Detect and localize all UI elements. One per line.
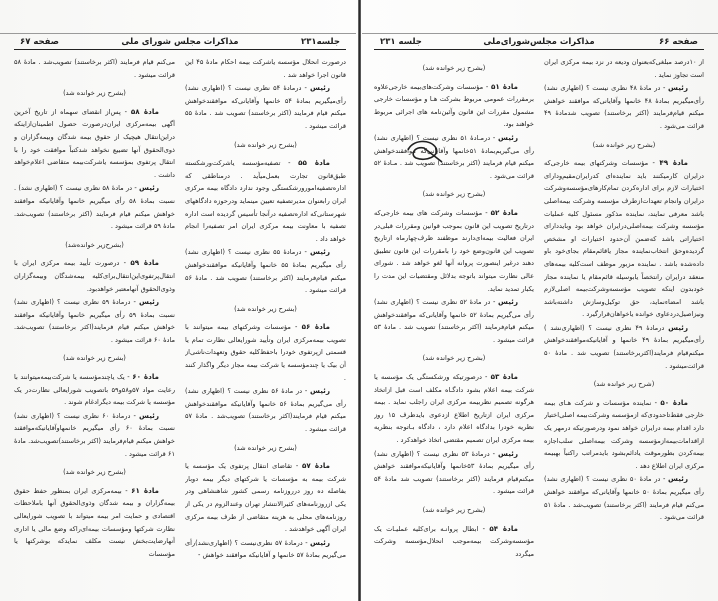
read-aloud-note: (بشرح زیر خوانده شد): [422, 64, 486, 72]
column-left: [14, 56, 175, 581]
paragraph-text: - درصورت تأیید بیمه مرکزی ایران با انتقال‌پرتفوی‌این‌انتقال‌برای‌کلیه بیمه‌شدگان وبیمه‌گزاران وذوی‌الحقوق آنهامعتبر خواهدبود.: [14, 259, 175, 293]
running-head: [14, 37, 346, 50]
paragraph-lead: رئیس: [310, 386, 330, 396]
column-left: [374, 56, 534, 581]
article-paragraph: [185, 460, 346, 536]
publication-title: مذاکرات مجلس شورای ملی: [121, 37, 239, 47]
article-paragraph: [374, 523, 534, 561]
article-paragraph: [185, 157, 346, 245]
paragraph-lead: مادهٔ ۵۱: [490, 81, 518, 91]
paragraph-text: - نماینده مؤسسات و شرکت هـای بیمه خارجی فقط‌تاحدودی‌که ازمؤسسه وشرکت‌بیمه اصلی‌اختیار دارد اقدام بیمه درایران خواهد نمود ودرصورتیکه درمهر یک ازاقدامات‌بیمه‌ازمؤسسه وشرکت بیمه‌اصلی سلب‌اجازه بیمه‌کردن بطورموقت یادائم‌بشود بایدمراتب راکتباً بهبیمه مرکزی ایران اطلاع دهد .: [544, 398, 704, 470]
paragraph-lead: رئیس: [668, 83, 688, 93]
handwritten-mark-icon: [404, 136, 444, 166]
publication-title: مذاکرات مجلس‌شورای‌ملی: [483, 37, 595, 47]
paragraph: [185, 56, 346, 81]
paragraph-text: - درمادهٔ ۵۹ نظری نیست ؟ (اظهاری نشد) نسبت بمادهٔ ۵۹ رأی میگیریم خانمها وآقایانیکه موافقند خواهش میکنم قیام فرمایند(اکثر برخاستند) تصویب‌شد. مادهٔ ۶۰ قرائت میشود .: [14, 298, 175, 344]
read-aloud-note: (بشرح زیر خوانده شد): [63, 354, 126, 363]
read-aloud-note: (بشرح زیر خوانده شد): [422, 190, 486, 199]
speaker-paragraph: [374, 296, 534, 346]
book-spine: [358, 0, 361, 601]
paragraph-lead: مادهٔ ۶۰: [132, 372, 159, 382]
paragraph-lead: مادهٔ ۴۹: [659, 158, 688, 168]
paragraph-lead: مادهٔ ۵۰: [660, 397, 688, 407]
paragraph-lead: مادهٔ ۵۳: [490, 372, 518, 382]
page-number: صفحه ۶۷: [20, 37, 59, 47]
paragraph-text: - درمادهٔ ۵۷ نظری‌نیست ؟ (اظهاری‌نشد)رأی می‌گیریم بمادهٔ ۵۷ خانمها و آقایانیکه موافقند خواهش -: [185, 538, 346, 560]
speaker-paragraph: [14, 182, 175, 232]
speaker-paragraph: [544, 82, 704, 132]
paragraph-text: - در مادهٔ ۴۸ نظری نیست ؟ (اظهاری نشد) رأی‌میگیریم بمادهٔ ۴۸ خانمها وآقایانی‌که موافقند خواهش میکنم قیام‌فرمایند (اکثر برخاستند) تصویب شدمادهٔ ۴۹ قرائت می‌شود .: [544, 84, 704, 130]
paragraph-lead: مادهٔ ۵۶: [301, 322, 330, 332]
page-number: صفحه ۶۶: [659, 37, 698, 47]
paragraph-text: - در مادهٔ ۵۸ نظری نیست ؟ (اظهاری نشد) . نسبت بمادهٔ ۵۸ رأی میگیریم خانمها وآقایانیکه موافقند خواهش میکنم قیام فرمایند (اکثر برخاستند) تصویب‌شد. مادهٔ ۵۹ قرائت میشود .: [14, 184, 175, 231]
read-aloud-note: (بشرح‌زیر خوانده‌شد): [65, 240, 124, 249]
speaker-paragraph: [185, 82, 346, 132]
column-right: [185, 56, 346, 581]
article-paragraph: [14, 371, 175, 409]
paragraph-lead: رئیس: [668, 474, 688, 484]
paragraph-text: درصورت انحلال مؤسسه یاشرکت بیمه احکام مادهٔ ۴۵ این قانون اجرا خواهد شد .: [185, 58, 346, 79]
article-paragraph: [544, 157, 704, 321]
read-aloud-note: (بشرح زیر خوانده شد): [63, 468, 126, 477]
paragraph-lead: رئیس: [498, 448, 518, 458]
paragraph-lead: رئیس: [139, 297, 159, 307]
paragraph-text: - درصورتیکه ورشکستگی یک مؤسسه یا شرکت بیمه اعلام بشود دادگـاه مکلف است قبل ازاتخاذ هرگونه تصمیم نظربیمه مرکزی ایران راجلب نماید . بیمه مرکزی ایران ازتاریخ اطلاع ازدعوی بایدظرف ۱۵ روز نظریه خودرا بدادگاه اعلام دارد ، دادگاه بـاتوجه بنظریه بیمه مرکزی ایران تصمیم مقتضی اتخاذ خواهدکرد .: [374, 373, 534, 445]
paragraph-text: - درمادهٔ ۵۴ نظری نیست ؟ (اظهاری نشد) رأی‌میگیریم بمادهٔ ۵۴ خانمها وآقایانی‌که موافقندخواهش میکنم قیام فرمایند (اکثر برخاستند) تصویب شد . مادهٔ ۵۵ قرائت میشود .: [185, 84, 346, 130]
paragraph-text: - تصفیه‌مؤسسه یاشرکت‌ورشکسته طبق‌قانون تجارت بعمل‌میآید . درمناطقی که اداره‌تصفیه‌امورورشکستگی وجود ندارد دادگاه بیمه مرکزی ایران رابعنوان مدیرتصفیه تعیین مینماید ودرحوزه دادگاههای شهرستانی‌که اداره‌تصفیه درآنجا تأسیس گردیده است اداره تصفیه با معاونت بیمه مرکزی ایران امر تصفیه‌را انجام خواهد داد .: [185, 159, 346, 243]
paragraph-text: - مؤسسات وشرکت‌های‌بیمه خارجی‌علاوه برمقررات عمومی مربوط بشرکت هـا و مؤسسات خارجی مشمول مقررات این قانون وآئین‌نامه های اجرائی مربوط خواهند بود.: [374, 82, 534, 129]
paragraph-text: - مؤسسات وشرکتهای بیمه میتوانند با تصویب بیمه‌مرکزی ایران وتأیید شورایعالی نظارت تمام یا قسمتی ازپرتفوی خودرا باحفظ‌کلیه حقوق وتعهدات‌ناشی‌از آن بیک یا چندمؤسسه یا شرکت بیمه مجاز دیگر واگذار کنند .: [185, 323, 346, 382]
speaker-paragraph: [185, 537, 346, 562]
speaker-paragraph: [544, 473, 704, 523]
paragraph-text: - در مادهٔ ۵۶ نظری نیست ؟ (اظهاری نشد) رأی می‌گیریم بمادهٔ ۵۶ خانمها وآقایانیکه موافقندخواهش میکنم قیام فرمایند(اکثر برخاستند) تصویب‌شد . مادهٔ ۵۷ قرائت میشود .: [185, 387, 346, 434]
read-aloud-note: (بشرح زیر خوانده شد): [234, 140, 297, 149]
paragraph-text: - درمـادهٔ ۵۱ نظری نیست ؟ (اظهاری نشد) رأی می‌گیریم‌بمادهٔ ۵۱خانمها وآقایانی‌که موافقندخواهش میکنم قیام فرمایند (اکثر برخاستند) تصویب شد . مـادهٔ ۵۲ قرائت می‌شود .: [374, 133, 534, 180]
article-paragraph: [185, 321, 346, 384]
session-label: جلسه ۲۳۱: [380, 37, 422, 47]
paragraph: [14, 56, 175, 81]
paragraph-text: درمادهٔ ۴۹ نظری نیست ؟ (اظهاری‌نشد ) رأی‌میگیریم بمادهٔ ۴۹ خانمها و آقایانیکه‌موافقندخواهش میکنم‌قیام فرمایند(اکثر‌برخاستند) تصویب شد . مادهٔ ۵۰ قرائت‌میشود .: [544, 323, 704, 370]
paragraph: [544, 56, 704, 81]
speaker-paragraph: [185, 246, 346, 296]
article-paragraph: [374, 207, 534, 295]
page-66: [366, 0, 712, 601]
speaker-paragraph: [14, 410, 175, 460]
paragraph-lead: رئیس: [310, 247, 330, 257]
article-paragraph: [374, 81, 534, 131]
paragraph-lead: مادهٔ ۵۹: [130, 258, 159, 268]
paragraph-text: - یک یاچندمؤسسه یا شرکت‌بیمه‌میتوانند با رعایت مواد ۵۷و۵۸و۵۹ باتصویب شورایعالی نظارت‌در یک مؤسسه یا شرکت بیمه دیگرادغام شوند .: [14, 373, 175, 407]
paragraph-text: - بیمه‌مرکزی ایران بمنظور حفظ حقوق بیمه‌گزاران و بیمه شدگان وذوی‌الحقوق آنها باملاحظات اقتصادی و حمایت امر بیمه میتواند با تصویب شورایعالی نظارت شرکتها ومؤسسات بیمه‌ای‌راکه وضع مالی یا اداری آنهارضایت‌بخش نیست مکلف نمایدکه بوشرکتها یا مؤسسات: [14, 486, 175, 558]
paragraph-lead: رئیس: [668, 322, 688, 332]
read-aloud-note: (بشرح زیر خوانده شد): [234, 443, 297, 452]
speaker-paragraph: [374, 448, 534, 498]
paragraph-text: - ابطال پروانـه برای‌کلیه عملیـات یک مؤسسه‌وشرکت بیمه‌موجب انحلال‌مؤسسه وشرکت میگردد: [374, 524, 534, 558]
paragraph-lead: رئیس: [498, 132, 518, 142]
article-paragraph: [14, 257, 175, 295]
paragraph-lead: رئیس: [310, 537, 330, 547]
paragraph-text: می‌کنم قیام فرمایند (اکثر برخاستند) تصویب‌شد . مادهٔ ۵۸ قرائت میشود .: [14, 58, 175, 79]
paragraph-text: - درمادهٔ ۵۳ نظری نیست ؟ (اظهاری نشد) رأی میگیریم بمادهٔ ۵۳خانمها وآقایانیکه‌موافقند خواهش میکنم‌قیام فرمایند (اکثر برخاستند) تصویب شد مادهٔ ۵۴ قرائت میشود .: [374, 449, 534, 496]
read-aloud-note: (بشرح زیر خوانده شد): [422, 354, 486, 363]
speaker-paragraph: [544, 322, 704, 372]
paragraph-lead: مادهٔ ۵۲: [490, 207, 518, 217]
paragraph-text: - مؤسسات وشرکتهای بیمه خارجی‌که درایران کارمیکنند باید نماینده‌ای کدرایران‌مقیم‌ودارای اختیارات لازم برای اداره‌کردن تمام‌کارهای‌مؤسسه‌وشرکت درایران وانجام تعهدات‌ازطرف مؤسسه وشرکت بیمه‌اصلی باشد معرفی نمایند، نماینده مذکور مسئول کلیه عملیات مؤسسه وشرکت بیمه‌اصلی‌درایران خواهد بود وباید‌دارای اختیاراتی باشد که‌ضمن آن‌حدود اختیارات او مشخص گردیده‌وحق انتخاب‌نماینده مجاز یاقائم‌مقام بجای‌خود باو داده‌شده باشد . نماینده مزبور موظف است‌کلیه بیمه‌های منعقد درایران رانتخصاً یابوسیله قائم‌مقام یا نماینده مجاز خودبدون اینکه تصویب مؤسسه‌وشرکت‌بیمه اصلی‌لازم باشد امضاءنماید، حق توکیل‌وسازش داشته‌باشد ونیزاصیل‌درد‌عاوی خوانده یاخواهان‌قرارگیرد .: [544, 159, 704, 319]
speaker-paragraph: [374, 132, 534, 182]
running-head: [374, 37, 704, 50]
paragraph-lead: مادهٔ ۶۱: [131, 485, 159, 495]
article-paragraph: [14, 485, 175, 561]
article-paragraph: [544, 397, 704, 473]
session-label: جلسه۲۳۱: [301, 37, 340, 47]
paragraph-text: - در مادهٔ ۵۰ نظری نیست ؟ (اظهاری نشد) رأی میگیریم بمادهٔ ۵۰ خانمها وآقایانی‌که موافقند خواهش می‌کنم قیام فرمایند (اکثر برخاستند) تصویب‌شد . مادهٔ ۵۱ قرائت می‌شود .: [544, 475, 704, 522]
paragraph-text: - در مادهٔ ۵۲ نظری نیست ؟ (اظهاری نشد) رأی می‌گیریم بمادهٔ ۵۲ خانمها وآقایانی‌که موافقندخواهش میکنم قیام‌فرمایند (اکثر برخاستند) تصویب شد . مادهٔ ۵۳ قرائت میشود .: [374, 298, 534, 344]
paragraph-lead: رئیس: [139, 410, 159, 420]
page-67: [6, 0, 354, 601]
paragraph-lead: رئیس: [139, 183, 159, 193]
paragraph-text: - درمادهٔ ۶۰ نظری نیست ؟ (اظهاری نشد) نسبت بمادهٔ ۶۰ رأی میگیریم خانمهاوآقایانیکه‌موافقند خواهش میکنم قیام‌فرمایند (اکثر برخاستند)تصویب‌شد. مادهٔ ۶۱ قرائت میشود .: [14, 411, 175, 458]
paragraph-lead: رئیس: [310, 83, 330, 93]
paragraph-lead: مادهٔ ۵۸: [130, 106, 159, 116]
read-aloud-note: (شرح زیر خوانده شد): [593, 380, 655, 389]
paragraph-lead: مادهٔ ۵۵: [298, 158, 330, 168]
paragraph-lead: رئیس: [498, 297, 518, 307]
paragraph-lead: مادهٔ ۵۷: [301, 461, 330, 471]
paragraph-lead: مادهٔ ۵۴: [489, 523, 518, 533]
speaker-paragraph: [14, 296, 175, 346]
read-aloud-note: (بشرح زیر خوانده شد): [63, 89, 126, 98]
article-paragraph: [14, 106, 175, 182]
paragraph-text: - پس‌از انقضای سهماه از تاریخ آخرین آگهی بیمه‌مرکزی ایران‌درصورت حصول اطمینان‌ازاینکه دراین‌انتقال هیچیک از حقوق بیمه شدگان وبیمه‌گزاران و ذوی‌الحقوق آنها تضییع نخواهد شدکتباً موافقت خود را با انتقال پرتفوی بمؤسسه یاشرکت‌بیمه متقاضی اعلام‌خواهد داشت .: [14, 107, 175, 179]
column-right: [544, 56, 704, 581]
article-paragraph: [374, 371, 534, 447]
paragraph-text: - مؤسسات وشرکت های بیمه خارجی‌که درتاریخ تصویب این قانون بموجب قوانین ومقررات قبلی‌در ایران فعالیت بیمه‌ای‌دارند موظفند ظرف‌چهارماه ازتاریخ تصویب این قانون‌وضع خود را بامقررات این قانون تطبیق دهند درغیر اینصورت پروانه آنها لغو خواهد شد . شورای عالی نظارت میتواند باتوجه بدلائل ومقتضیات این مدت را یکبار تمدید نماید.: [374, 208, 534, 293]
read-aloud-note: (بشرح زیر خوانده شد): [234, 304, 297, 313]
paragraph-text: - تقاضای انتقال پرتفوی یک مؤسسه یا شرکت بیمه به مؤسسات یا شرکتهای دیگر بیمه دوبار بفاصله ده روز درروزنامه رسمی کشور شاهنشاهی ودر یکی ازروزنامه‌های کثیرالانتشار تهران وعندالزوم در یکی از روزنامه‌های محلی به هزینه متقاضی از طرف بیمه مرکزی ایران آگهی خواهدشد .: [185, 462, 346, 534]
read-aloud-note: (بشرح زیر خوانده شد): [592, 140, 656, 149]
paragraph-text: - درمادهٔ ۵۵ نظری نیست ؟ (اظهاری نشد) رأی میگیریم بمادهٔ ۵۵ خانمها وآقایانیکه موافقندخواهش میکنم قیام‌فرمایند (اکثر برخاستند) تصویب شد . مادهٔ ۵۶ قرائت میشود .: [185, 248, 346, 295]
paragraph-text: از ۱۰درصد مبلغی‌که‌بعنوان ودیعه در نزد بیمه مرکزی ایران است تجاوز نماید .: [544, 58, 704, 79]
read-aloud-note: (بشرح زیر خوانده شد): [422, 506, 486, 514]
speaker-paragraph: [185, 385, 346, 435]
